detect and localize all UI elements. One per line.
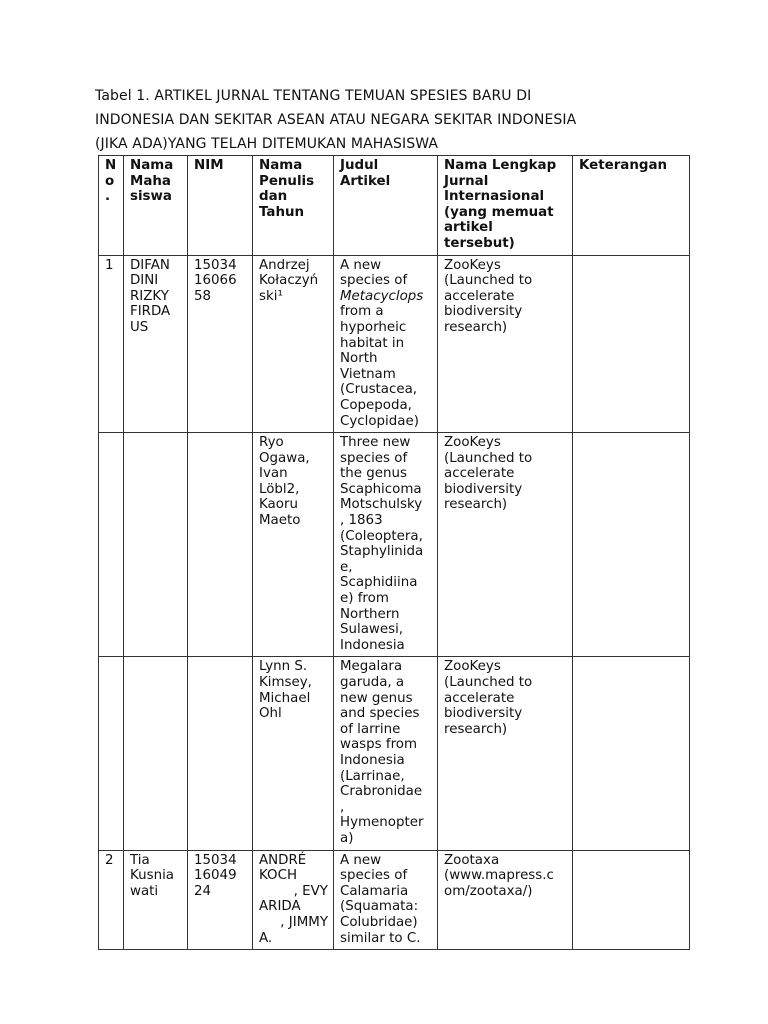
cell-no <box>99 433 124 657</box>
cell-judul: Three new species of the genus Scaphicoma Motschulsky , 1863 (Coleoptera, Staphylinida e, Scaphidiina e) from Northern Sulawesi, Indonesia <box>334 433 438 657</box>
cell-nim <box>188 657 253 850</box>
cell-penulis: ANDRÉ KOCH , EVY ARIDA , JIMMY A. <box>253 850 334 950</box>
table-row <box>99 657 690 850</box>
cell-penulis: Ryo Ogawa, Ivan Löbl2, Kaoru Maeto <box>253 433 334 657</box>
cell-mahasiswa: Tia Kusnia wati <box>124 850 188 950</box>
caption-line: (JIKA ADA)YANG TELAH DITEMUKAN MAHASISWA <box>95 136 439 152</box>
cell-judul: A new species of Calamaria (Squamata: Colubridae) similar to C. <box>334 850 438 950</box>
cell-jurnal: ZooKeys (Launched to accelerate biodiversity research) <box>438 255 573 433</box>
cell-keterangan <box>573 255 690 433</box>
table-row <box>99 850 690 950</box>
cell-nim <box>188 433 253 657</box>
cell-jurnal: Zootaxa (www.mapress.c om/zootaxa/) <box>438 850 573 950</box>
cell-no: 2 <box>99 850 124 950</box>
cell-no: 1 <box>99 255 124 433</box>
cell-jurnal: ZooKeys (Launched to accelerate biodiversity research) <box>438 433 573 657</box>
header-nim: NIM <box>188 156 253 256</box>
cell-mahasiswa <box>124 433 188 657</box>
cell-keterangan <box>573 657 690 850</box>
header-no: N o . <box>99 156 124 256</box>
table-row <box>99 255 690 433</box>
cell-keterangan <box>573 850 690 950</box>
cell-keterangan <box>573 433 690 657</box>
cell-mahasiswa: DIFAN DINI RIZKY FIRDA US <box>124 255 188 433</box>
cell-mahasiswa <box>124 657 188 850</box>
genus-name-italic: Metacyclops <box>340 288 424 304</box>
cell-judul: Megalara garuda, a new genus and species of larrine wasps from Indonesia (Larrinae, Crabronidae , Hymenopter a) <box>334 657 438 850</box>
cell-no <box>99 657 124 850</box>
header-jurnal: Nama Lengkap Jurnal Internasional (yang memuat artikel tersebut) <box>438 156 573 256</box>
cell-penulis: Andrzej Kołaczyń ski¹ <box>253 255 334 433</box>
caption-line: Tabel 1. ARTIKEL JURNAL TENTANG TEMUAN SPESIES BARU DI <box>95 88 532 104</box>
cell-nim: 15034 16049 24 <box>188 850 253 950</box>
cell-jurnal: ZooKeys (Launched to accelerate biodiversity research) <box>438 657 573 850</box>
species-table <box>98 155 690 950</box>
cell-nim: 15034 16066 58 <box>188 255 253 433</box>
cell-penulis: Lynn S. Kimsey, Michael Ohl <box>253 657 334 850</box>
header-nama-penulis: Nama Penulis dan Tahun <box>253 156 334 256</box>
header-row <box>99 156 690 256</box>
header-keterangan: Keterangan <box>573 156 690 256</box>
cell-judul: A new species of Metacyclops from a hyporheic habitat in North Vietnam (Crustacea, Copepoda, Cyclopidae) <box>334 255 438 433</box>
table-row <box>99 433 690 657</box>
table-caption <box>95 84 695 156</box>
caption-line: INDONESIA DAN SEKITAR ASEAN ATAU NEGARA SEKITAR INDONESIA <box>95 112 577 128</box>
header-judul-artikel: Judul Artikel <box>334 156 438 256</box>
header-nama-mahasiswa: Nama Maha siswa <box>124 156 188 256</box>
